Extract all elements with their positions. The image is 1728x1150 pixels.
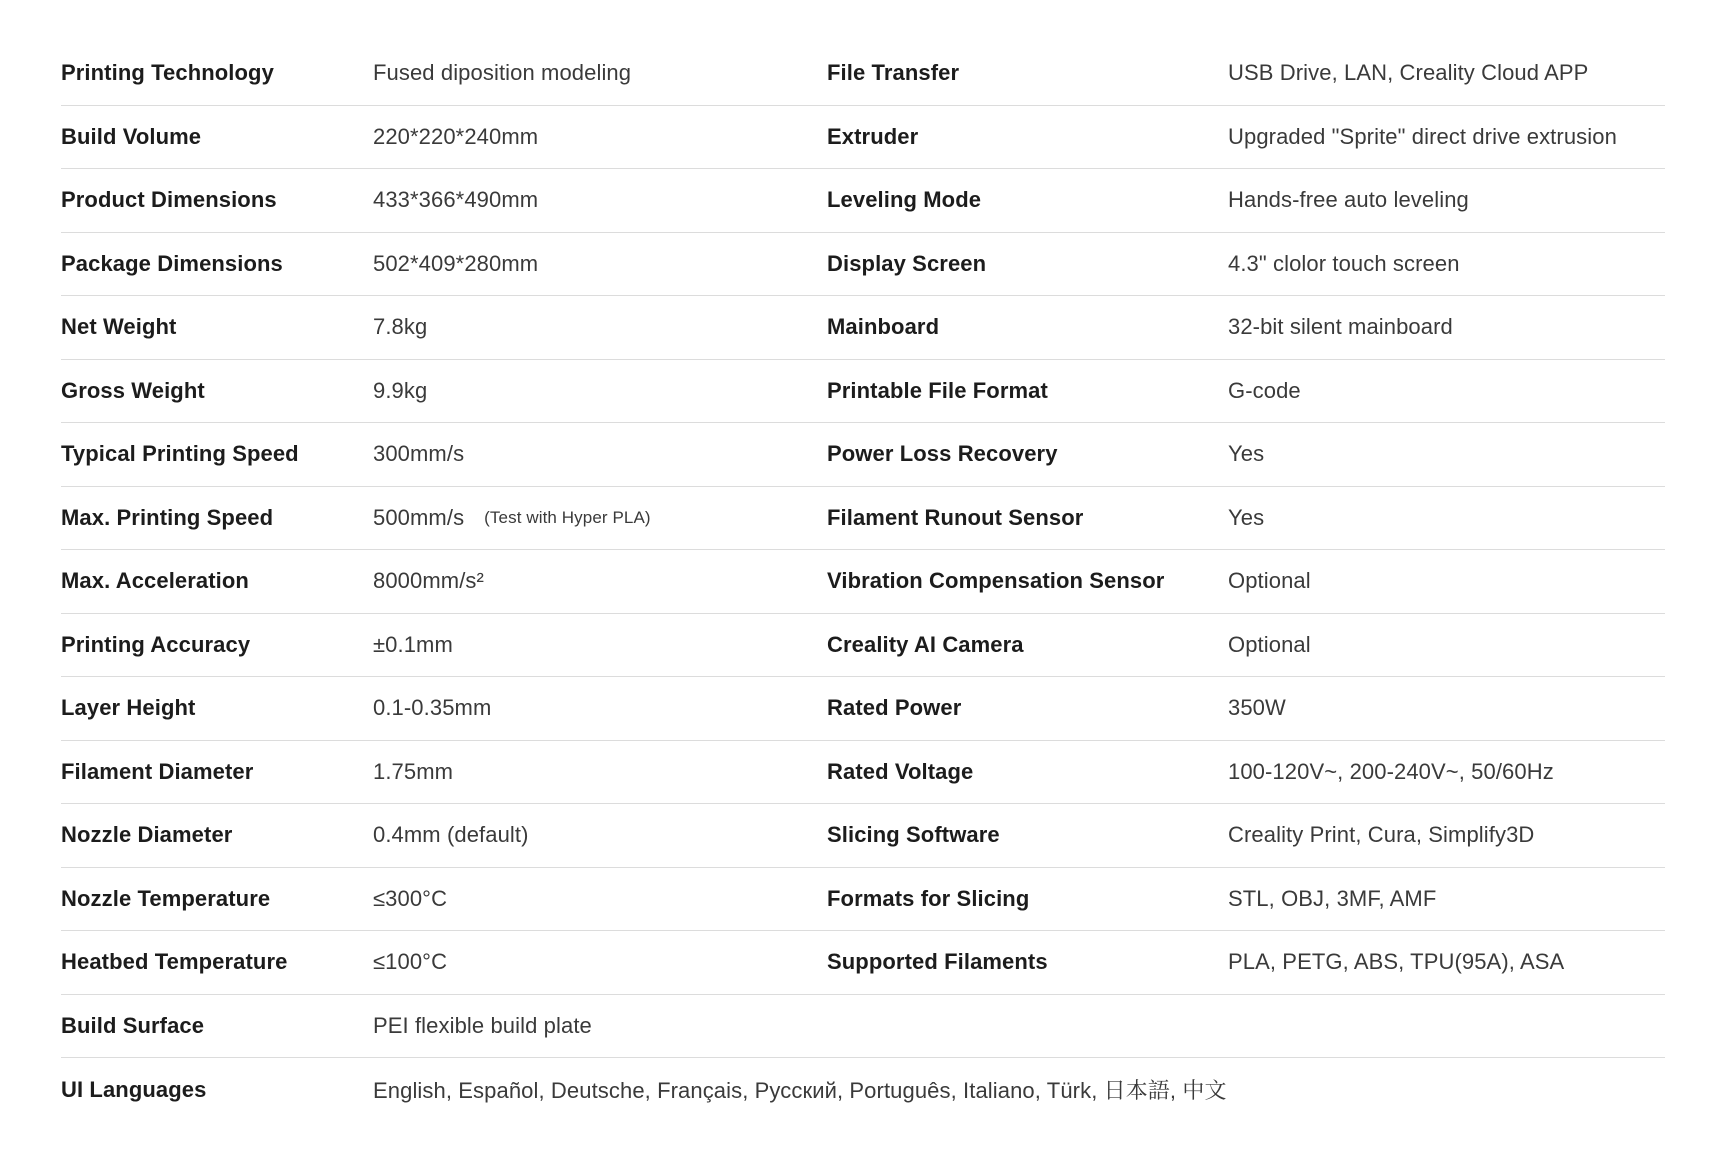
spec-label: UI Languages [61, 1076, 207, 1102]
spec-value: English, Español, Deutsche, Français, Русский, Português, Italiano, Türk, 日本語, 中文 [373, 1078, 1227, 1104]
spec-value: Yes [1228, 504, 1265, 530]
spec-row-ui-languages [61, 1058, 1665, 1122]
spec-label: File Transfer [827, 60, 960, 86]
spec-label: Printable File Format [827, 377, 1048, 403]
spec-value: 8000mm/s² [373, 568, 484, 594]
spec-row-build-volume [61, 106, 1665, 170]
spec-label: Net Weight [61, 314, 177, 340]
spec-value: PEI flexible build plate [373, 1012, 592, 1038]
spec-label: Slicing Software [827, 822, 1000, 848]
spec-label: Printing Accuracy [61, 631, 251, 657]
spec-value: 1.75mm [373, 758, 454, 784]
spec-value: Hands-free auto leveling [1228, 187, 1469, 213]
spec-value: ≤100°C [373, 949, 448, 975]
spec-value: PLA, PETG, ABS, TPU(95A), ASA [1228, 949, 1565, 975]
spec-value: 0.4mm (default) [373, 822, 529, 848]
spec-label: Typical Printing Speed [61, 441, 299, 467]
spec-label: Package Dimensions [61, 250, 283, 276]
spec-label: Build Surface [61, 1012, 205, 1038]
spec-row-product-dimensions [61, 169, 1665, 233]
spec-label: Printing Technology [61, 60, 274, 86]
spec-row-max-acceleration [61, 550, 1665, 614]
spec-label: Formats for Slicing [827, 885, 1030, 911]
spec-value: Upgraded "Sprite" direct drive extrusion [1228, 123, 1617, 149]
spec-row-printing-technology [61, 42, 1665, 106]
spec-label: Extruder [827, 123, 919, 149]
spec-label: Power Loss Recovery [827, 441, 1058, 467]
spec-row-max-printing-speed [61, 487, 1665, 551]
spec-value: 500mm/s [373, 504, 465, 530]
spec-label: Heatbed Temperature [61, 949, 288, 975]
spec-row-build-surface [61, 995, 1665, 1059]
spec-value: 350W [1228, 695, 1286, 721]
spec-value: 100-120V~, 200-240V~, 50/60Hz [1228, 758, 1554, 784]
spec-value: Optional [1228, 568, 1311, 594]
spec-row-layer-height [61, 677, 1665, 741]
spec-label: Leveling Mode [827, 187, 982, 213]
spec-value: 7.8kg [373, 314, 428, 340]
spec-value: 4.3" clolor touch screen [1228, 250, 1460, 276]
spec-value-with-note [373, 487, 651, 550]
spec-value: 9.9kg [373, 377, 428, 403]
spec-label: Gross Weight [61, 377, 205, 403]
spec-table [61, 42, 1665, 1122]
spec-label: Nozzle Temperature [61, 885, 271, 911]
spec-note: (Test with Hyper PLA) [484, 507, 651, 527]
spec-label: Vibration Compensation Sensor [827, 568, 1165, 594]
spec-value: G-code [1228, 377, 1301, 403]
spec-label: Creality AI Camera [827, 631, 1024, 657]
spec-value: 0.1-0.35mm [373, 695, 492, 721]
spec-label: Max. Acceleration [61, 568, 249, 594]
spec-row-printing-accuracy [61, 614, 1665, 678]
spec-value: 502*409*280mm [373, 250, 539, 276]
spec-label: Rated Voltage [827, 758, 974, 784]
spec-label: Max. Printing Speed [61, 504, 274, 530]
spec-label: Build Volume [61, 123, 202, 149]
spec-value: Creality Print, Cura, Simplify3D [1228, 822, 1535, 848]
spec-label: Product Dimensions [61, 187, 277, 213]
spec-row-typical-printing-speed [61, 423, 1665, 487]
spec-value: ≤300°C [373, 885, 448, 911]
spec-label: Mainboard [827, 314, 940, 340]
spec-label: Nozzle Diameter [61, 822, 233, 848]
spec-value: USB Drive, LAN, Creality Cloud APP [1228, 60, 1589, 86]
spec-row-nozzle-diameter [61, 804, 1665, 868]
spec-label: Filament Runout Sensor [827, 504, 1084, 530]
spec-value: ±0.1mm [373, 631, 453, 657]
spec-row-nozzle-temperature [61, 868, 1665, 932]
spec-value: 220*220*240mm [373, 123, 539, 149]
spec-label: Rated Power [827, 695, 962, 721]
spec-value: 300mm/s [373, 441, 465, 467]
spec-value: STL, OBJ, 3MF, AMF [1228, 885, 1437, 911]
spec-label: Filament Diameter [61, 758, 254, 784]
spec-value: 32-bit silent mainboard [1228, 314, 1453, 340]
spec-label: Display Screen [827, 250, 987, 276]
spec-label: Supported Filaments [827, 949, 1048, 975]
spec-row-package-dimensions [61, 233, 1665, 297]
spec-row-heatbed-temperature [61, 931, 1665, 995]
spec-row-gross-weight [61, 360, 1665, 424]
spec-value: Yes [1228, 441, 1265, 467]
spec-value: 433*366*490mm [373, 187, 539, 213]
spec-row-filament-diameter [61, 741, 1665, 805]
spec-value: Fused diposition modeling [373, 60, 632, 86]
spec-value: Optional [1228, 631, 1311, 657]
spec-row-net-weight [61, 296, 1665, 360]
spec-label: Layer Height [61, 695, 196, 721]
